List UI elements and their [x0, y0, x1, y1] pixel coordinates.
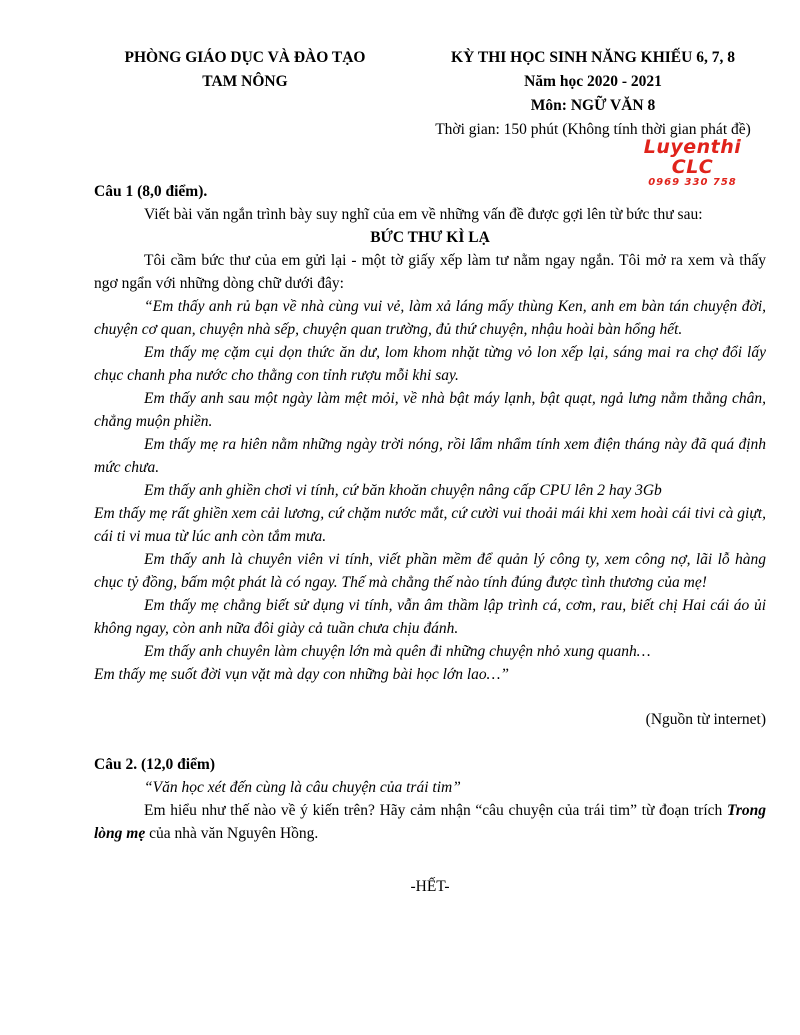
letter-source: (Nguồn từ internet) [645, 711, 766, 728]
exam-content [94, 180, 766, 898]
subject: Môn: NGỮ VĂN 8 [530, 97, 656, 114]
school-year: Năm học 2020 - 2021 [524, 73, 662, 90]
district-name: TAM NÔNG [202, 73, 288, 90]
question2-text-part1: Em hiểu như thế nào về ý kiến trên? Hãy cảm nhận “câu chuyện của trái tim” từ đoạn trích [144, 802, 727, 819]
letter-paragraph: Em thấy anh ghiền chơi vi tính, cứ băn khoăn chuyện nâng cấp CPU lên 2 hay 3Gb [144, 482, 662, 499]
letter-paragraph: Em thấy mẹ suốt đời vụn vặt mà dạy con những bài học lớn lao…” [94, 666, 510, 683]
question2-prompt [94, 799, 766, 845]
letter-paragraph: Em thấy anh là chuyên viên vi tính, viết phần mềm để quản lý công ty, xem công nợ, lãi lỗ hàng chục tỷ đồng, bấm một phát là có ngay. Thế mà chẳng thế nào tính đúng được tình thương của mẹ! [94, 551, 766, 591]
letter-paragraph: Em thấy mẹ cặm cụi dọn thức ăn dư, lom khom nhặt từng vỏ lon xếp lại, sáng mai ra chợ đổi lấy chục chanh pha nước cho thằng con tỉnh rượu mỗi khi say. [94, 344, 766, 384]
letter-intro: Tôi cầm bức thư của em gửi lại - một tờ giấy xếp làm tư nằm ngay ngắn. Tôi mở ra xem và thấy ngơ ngẩn với những dòng chữ dưới đây: [94, 252, 766, 292]
letter-paragraph: “Em thấy anh rủ bạn về nhà cùng vui vẻ, làm xả láng mấy thùng Ken, anh em bàn tán chuyện đời, chuyện cơ quan, chuyện nhà sếp, chuyện quan trường, đủ thứ chuyện, nhậu hoài bàn hổng hết. [94, 298, 766, 338]
end-mark: -HẾT- [410, 878, 450, 895]
brand-name: Luyenthi CLC [643, 136, 742, 178]
question2-title: Câu 2. (12,0 điểm) [94, 756, 215, 773]
question2-text-part2: của nhà văn Nguyên Hồng. [145, 825, 319, 842]
letter-title: BỨC THƯ KÌ LẠ [370, 229, 490, 246]
spacer [94, 686, 766, 708]
exam-title: KỲ THI HỌC SINH NĂNG KHIẾU 6, 7, 8 [451, 49, 735, 66]
exam-header [398, 46, 788, 142]
time-limit: Thời gian: 150 phút (Không tính thời gian phát đề) [435, 121, 751, 138]
question2-quote: “Văn học xét đến cùng là câu chuyện của trái tim” [144, 779, 461, 796]
letter-paragraph: Em thấy mẹ rất ghiền xem cải lương, cứ chặm nước mắt, cứ cười vui thoải mái khi xem hoài cái tivi cà giựt, cái ti vi mua từ lúc anh còn tắm mưa. [94, 505, 766, 545]
letter-paragraph: Em thấy mẹ chẳng biết sử dụng vi tính, vẫn âm thầm lập trình cá, cơm, rau, biết chị Hai cái áo ủi không ngay, còn anh nữa đôi giày cả tuần chưa chịu đánh. [94, 597, 766, 637]
spacer [94, 731, 766, 753]
question1-prompt: Viết bài văn ngắn trình bày suy nghĩ của em về những vấn đề được gợi lên từ bức thư sau: [144, 206, 703, 223]
department-name: PHÒNG GIÁO DỤC VÀ ĐÀO TẠO [124, 49, 366, 66]
question1-title: Câu 1 (8,0 điểm). [94, 183, 208, 200]
brand-phone: 0969 330 758 [648, 177, 737, 188]
department-header [100, 46, 390, 94]
letter-paragraph: Em thấy anh chuyên làm chuyện lớn mà quên đi những chuyện nhỏ xung quanh… [144, 643, 651, 660]
work-title: Trong lòng mẹ [94, 802, 766, 842]
letter-paragraph: Em thấy mẹ ra hiên nằm những ngày trời nóng, rồi lẩm nhẩm tính xem điện tháng này đã quá định mức chưa. [94, 436, 766, 476]
letter-paragraph: Em thấy anh sau một ngày làm mệt mỏi, về nhà bật máy lạnh, bật quạt, ngả lưng nằm thẳng chân, chẳng muộn phiền. [94, 390, 766, 430]
